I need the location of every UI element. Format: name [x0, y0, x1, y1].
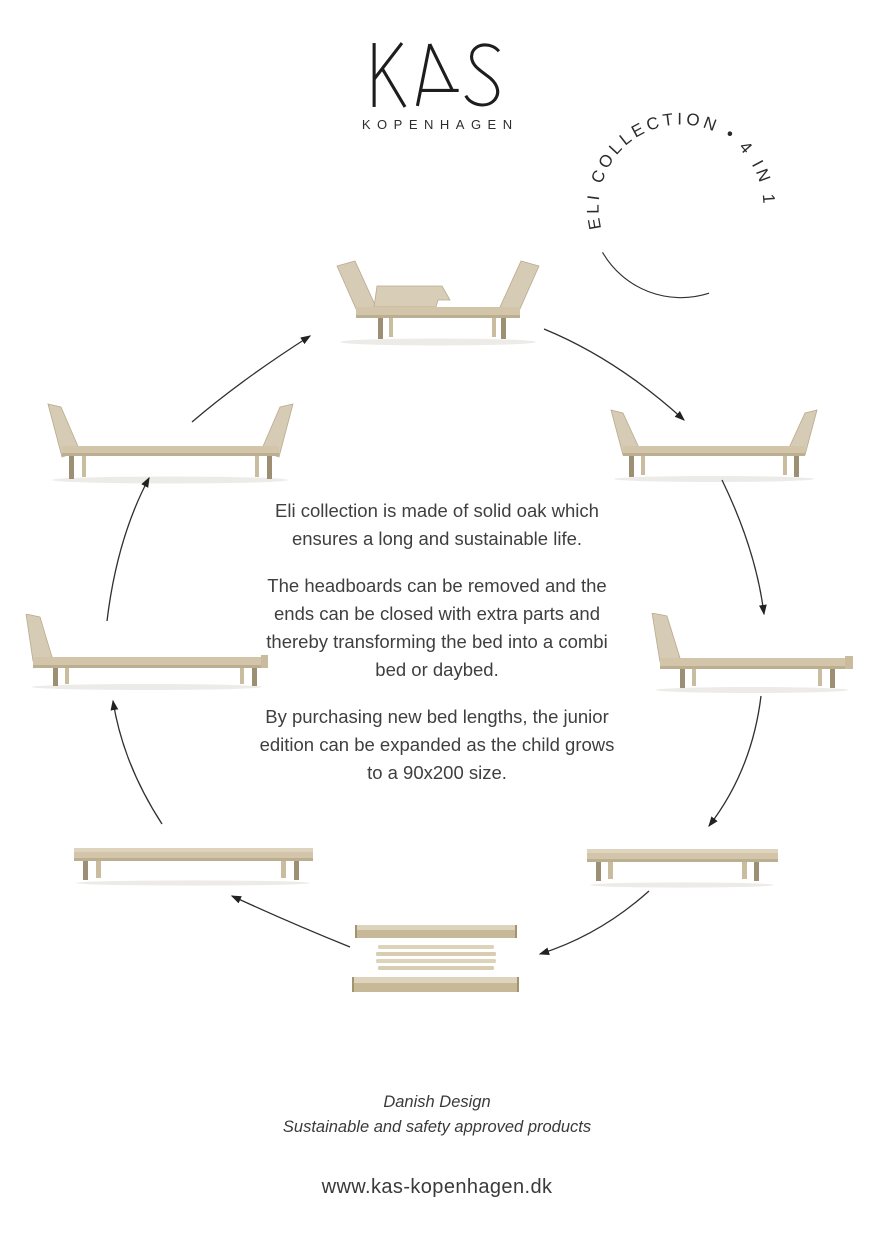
arrow-parts-to-lowerleft-icon — [232, 896, 350, 947]
collection-badge — [578, 104, 784, 310]
description-paragraph-2: The headboards can be removed and the ends can be closed with extra parts and thereby transforming the bed into a combi bed or daybed. — [266, 575, 608, 680]
parts-illustration — [352, 922, 520, 994]
daybed-illustration — [45, 402, 296, 484]
footer-tagline — [0, 1090, 874, 1140]
flat-bed-illustration — [584, 847, 781, 888]
figure-daybed-upper-right — [608, 408, 820, 482]
figure-flat-bed-lower-left — [70, 846, 317, 886]
badge-arc — [603, 252, 710, 297]
flat-bed-illustration — [70, 846, 317, 886]
website-url: www.kas-kopenhagen.dk — [321, 1176, 553, 1198]
arrow-lowerright-to-parts-icon — [540, 891, 649, 954]
arrow-upperright-to-right-icon — [722, 480, 764, 614]
arrow-top-to-upperright-icon — [544, 329, 684, 420]
figure-daybed-upper-left — [45, 402, 296, 484]
brand-subtitle: KOPENHAGEN — [361, 117, 519, 132]
junior-bed-illustration — [25, 614, 270, 690]
figure-combi-bed — [332, 258, 544, 346]
tagline-line-1: Danish Design — [383, 1093, 491, 1111]
figure-junior-bed-right — [650, 613, 855, 693]
description-paragraph-3: By purchasing new bed lengths, the junior edition can be expanded as the child grows to a 90x200 size. — [259, 706, 615, 783]
arrow-lowerleft-to-left-icon — [113, 701, 162, 824]
arrow-left-to-upperleft-icon — [107, 478, 149, 621]
description-block — [251, 497, 623, 806]
badge-circular-text: ELI COLLECTION • 4 IN 1 — [583, 109, 779, 232]
daybed-illustration — [608, 408, 820, 482]
figure-flat-bed-lower-right — [584, 847, 781, 888]
tagline-line-2: Sustainable and safety approved products — [282, 1118, 592, 1136]
arrow-right-to-lowerright-icon — [709, 696, 761, 826]
figure-disassembled-parts — [352, 922, 520, 994]
description-paragraph-1: Eli collection is made of solid oak which ensures a long and sustainable life. — [275, 500, 599, 549]
junior-bed-illustration — [650, 613, 855, 693]
combi-bed-illustration — [332, 258, 544, 346]
figure-junior-bed-left — [25, 614, 270, 690]
kas-logo-icon — [370, 42, 504, 108]
